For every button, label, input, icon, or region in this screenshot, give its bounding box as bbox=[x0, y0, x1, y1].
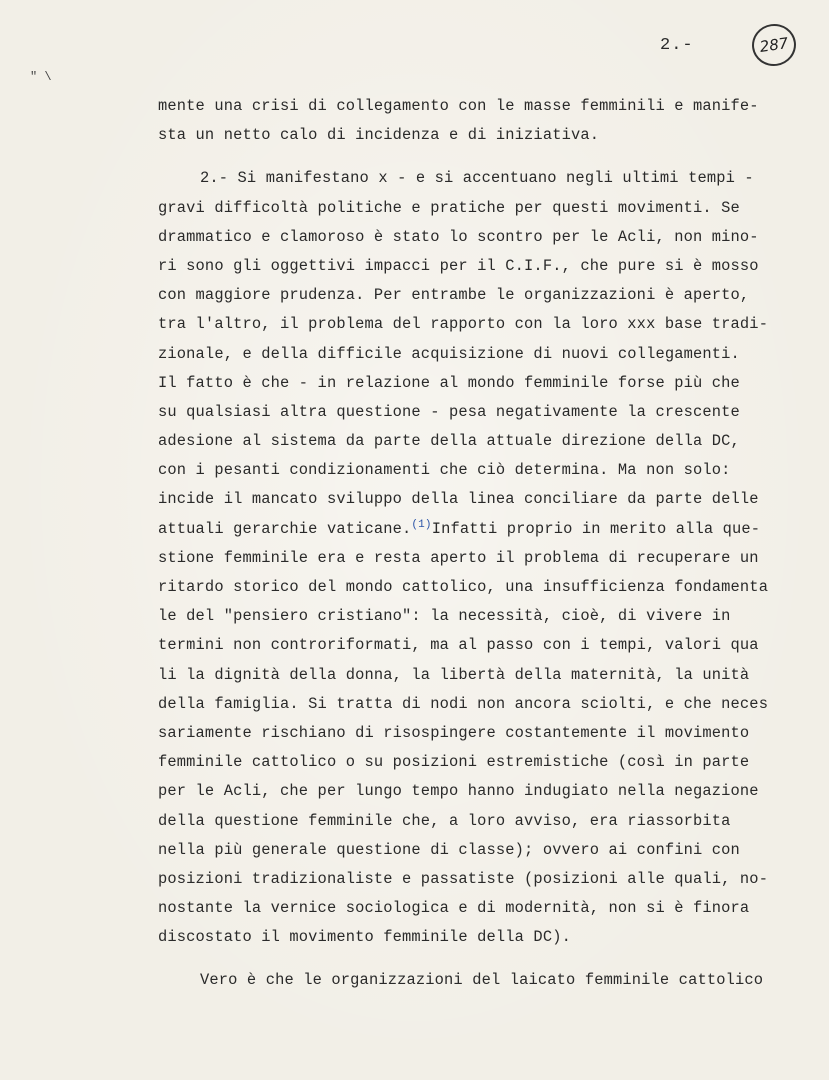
text-line: discostato il movimento femminile della DC). bbox=[158, 928, 571, 947]
text-line: nostante la vernice sociologica e di modernità, non si è finora bbox=[158, 899, 750, 918]
text-line: posizioni tradizionaliste e passatiste (posizioni alle quali, no- bbox=[158, 869, 769, 888]
text-line: sariamente rischiano di risospingere costantemente il movimento bbox=[158, 723, 750, 742]
text-line: sta un netto calo di incidenza e di iniziativa. bbox=[158, 126, 600, 145]
text-line: per le Acli, che per lungo tempo hanno indugiato nella negazione bbox=[158, 782, 759, 801]
text-line: drammatico e clamoroso è stato lo scontro per le Acli, non mino- bbox=[158, 227, 759, 246]
margin-mark: " \ bbox=[30, 70, 52, 84]
text-line: ri sono gli oggettivi impacci per il C.I.F., che pure si è mosso bbox=[158, 256, 759, 275]
footnote-marker: (1) bbox=[411, 518, 432, 531]
text-line: 2.- Si manifestano x - e si accentuano negli ultimi tempi - bbox=[200, 169, 754, 188]
text-line-with-footnote bbox=[158, 515, 808, 544]
text-line: su qualsiasi altra questione - pesa negativamente la crescente bbox=[158, 402, 740, 421]
text-line: nella più generale questione di classe); ovvero ai confini con bbox=[158, 840, 740, 859]
paragraph-gap bbox=[158, 150, 808, 164]
text-line: zionale, e della difficile acquisizione di nuovi collegamenti. bbox=[158, 344, 740, 363]
text-line: termini non controriformati, ma al passo con i tempi, valori qua bbox=[158, 636, 759, 655]
text-line: li la dignità della donna, la libertà della maternità, la unità bbox=[158, 665, 750, 684]
text-line: della famiglia. Si tratta di nodi non ancora sciolti, e che neces bbox=[158, 694, 769, 713]
text-line: incide il mancato sviluppo della linea conciliare da parte delle bbox=[158, 490, 759, 509]
text-line: Vero è che le organizzazioni del laicato femminile cattolico bbox=[200, 971, 764, 990]
text-line: femminile cattolico o su posizioni estremistiche (così in parte bbox=[158, 753, 750, 772]
text-line: stione femminile era e resta aperto il problema di recuperare un bbox=[158, 548, 759, 567]
text-line: Il fatto è che - in relazione al mondo femminile forse più che bbox=[158, 373, 740, 392]
text-line: adesione al sistema da parte della attuale direzione della DC, bbox=[158, 432, 740, 451]
text-line: tra l'altro, il problema del rapporto con la loro xxx base tradi- bbox=[158, 315, 769, 334]
archive-number-stamp: 287 bbox=[749, 21, 798, 69]
text-line: gravi difficoltà politiche e pratiche per questi movimenti. Se bbox=[158, 198, 740, 217]
paragraph-gap bbox=[158, 952, 808, 966]
text-line: mente una crisi di collegamento con le masse femminili e manife- bbox=[158, 97, 759, 115]
text-line: della questione femminile che, a loro avviso, era riassorbita bbox=[158, 811, 731, 830]
page-number: 2.- bbox=[660, 36, 694, 55]
text-line-part: attuali gerarchie vaticane. bbox=[158, 519, 412, 538]
text-line: con maggiore prudenza. Per entrambe le organizzazioni è aperto, bbox=[158, 286, 750, 305]
text-line-part: Infatti proprio in merito alla que- bbox=[431, 519, 761, 538]
typewritten-body bbox=[158, 92, 808, 996]
text-line: ritardo storico del mondo cattolico, una insufficienza fondamenta bbox=[158, 578, 769, 596]
text-line: con i pesanti condizionamenti che ciò determina. Ma non solo: bbox=[158, 461, 731, 480]
text-line: le del "pensiero cristiano": la necessità, cioè, di vivere in bbox=[158, 607, 731, 626]
